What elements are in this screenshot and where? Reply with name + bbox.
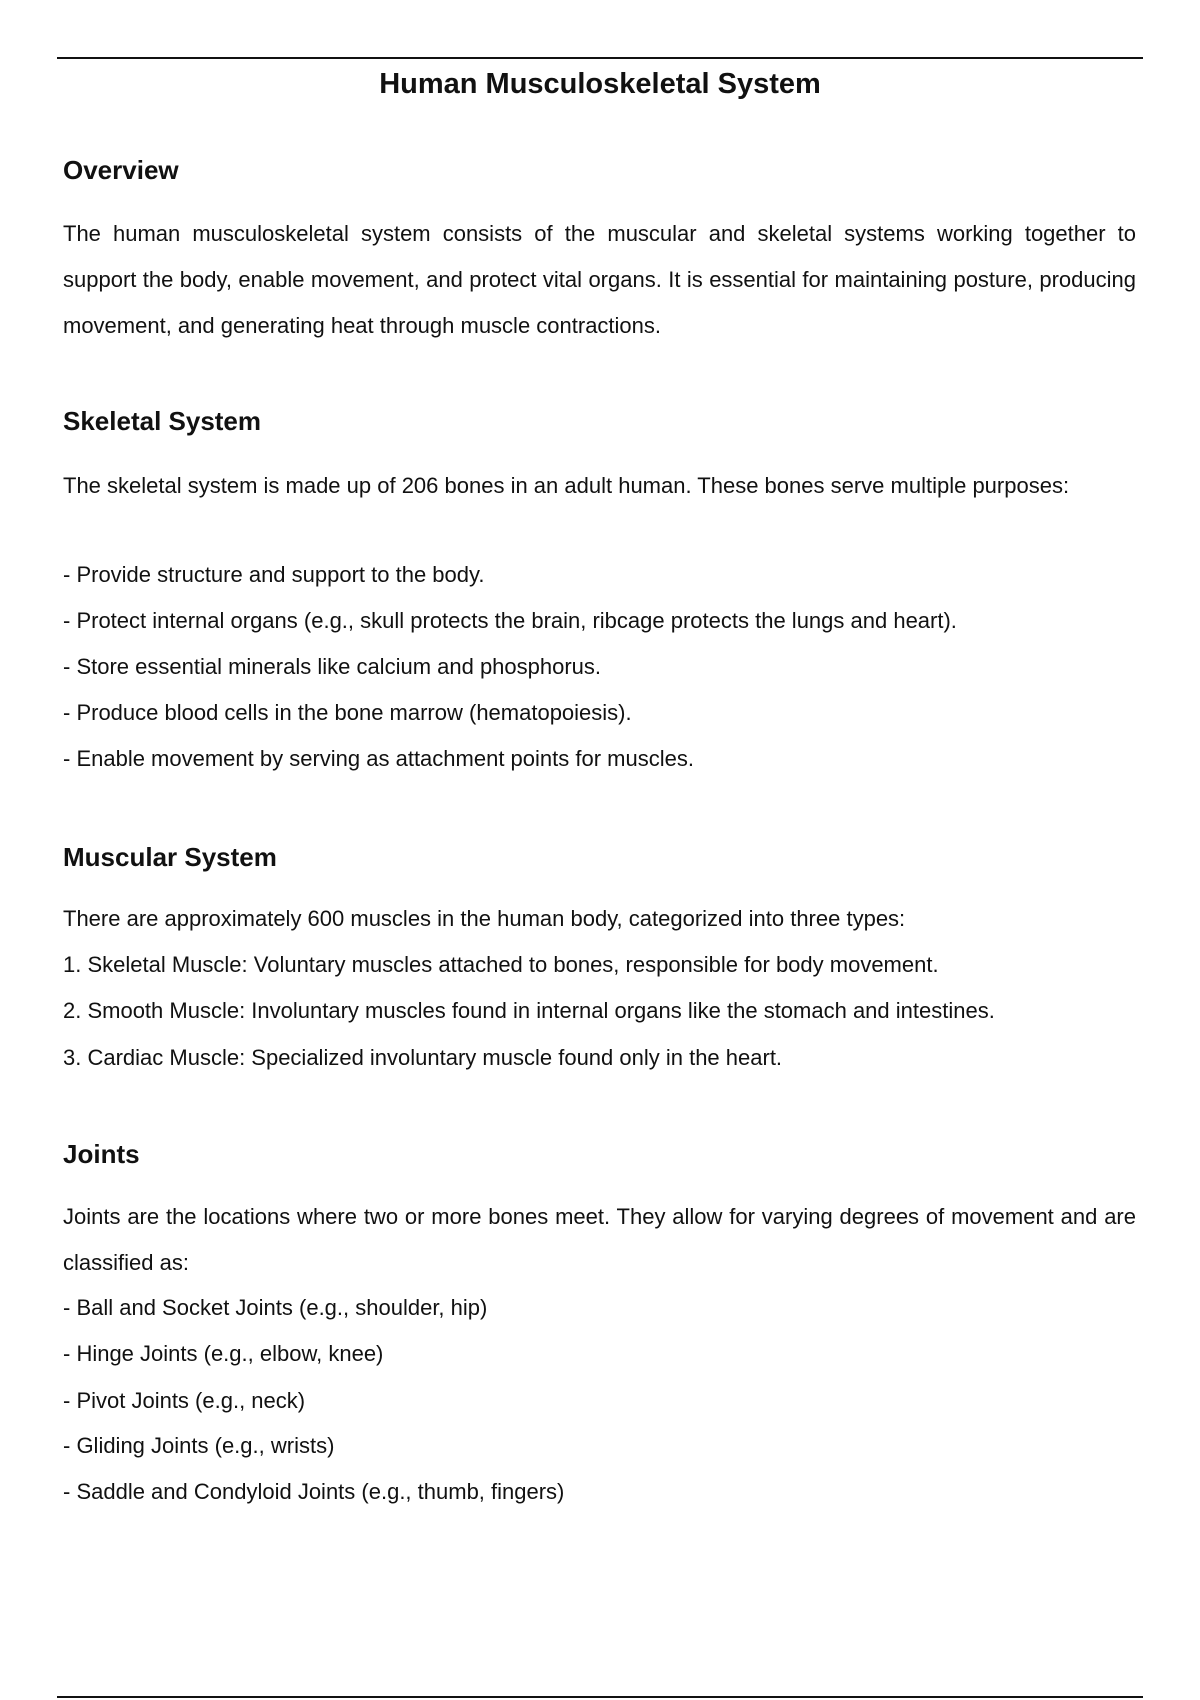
list-item: - Provide structure and support to the body. [63, 562, 485, 587]
list-item: - Store essential minerals like calcium and phosphorus. [63, 654, 602, 679]
document-title: Human Musculoskeletal System [379, 68, 821, 100]
list-item: - Produce blood cells in the bone marrow (hematopoiesis). [63, 700, 632, 725]
list-item: 2. Smooth Muscle: Involuntary muscles found in internal organs like the stomach and intestines. [63, 998, 995, 1023]
section-heading-skeletal-system: Skeletal System [63, 406, 262, 436]
bottom-rule [57, 1696, 1143, 1698]
skeletal-intro-paragraph: The skeletal system is made up of 206 bones in an adult human. These bones serve multiple purposes: [63, 473, 1070, 498]
section-heading-muscular-system: Muscular System [63, 842, 277, 872]
list-item: - Hinge Joints (e.g., elbow, knee) [63, 1341, 384, 1366]
section-heading-joints: Joints [63, 1139, 140, 1169]
list-item: - Ball and Socket Joints (e.g., shoulder, hip) [63, 1295, 488, 1320]
list-item: - Pivot Joints (e.g., neck) [63, 1388, 306, 1413]
list-item: 1. Skeletal Muscle: Voluntary muscles attached to bones, responsible for body movement. [63, 952, 939, 977]
list-item: 3. Cardiac Muscle: Specialized involuntary muscle found only in the heart. [63, 1045, 783, 1070]
list-item: - Saddle and Condyloid Joints (e.g., thumb, fingers) [63, 1479, 565, 1504]
section-heading-overview: Overview [63, 155, 179, 185]
list-item: - Protect internal organs (e.g., skull protects the brain, ribcage protects the lungs and heart). [63, 608, 957, 633]
muscular-intro-paragraph: There are approximately 600 muscles in the human body, categorized into three types: [63, 906, 906, 931]
list-item: - Gliding Joints (e.g., wrists) [63, 1433, 335, 1458]
joints-intro-paragraph: Joints are the locations where two or more bones meet. They allow for varying degrees of movement and are classified as: [63, 1204, 1136, 1275]
list-item: - Enable movement by serving as attachment points for muscles. [63, 746, 694, 771]
top-rule [57, 57, 1143, 59]
overview-paragraph: The human musculoskeletal system consists of the muscular and skeletal systems working together to support the body, enable movement, and protect vital organs. It is essential for maintaining posture, producing movement, and generating heat through muscle contractions. [63, 221, 1136, 338]
